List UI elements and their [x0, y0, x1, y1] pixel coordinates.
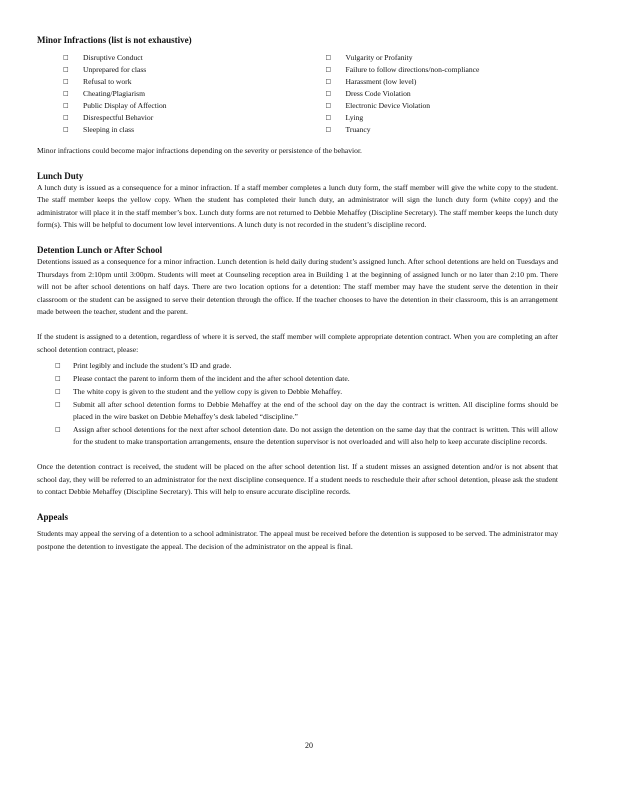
list-item: [326, 100, 559, 112]
list-item: [63, 100, 296, 112]
list-item: [63, 124, 296, 136]
square-bullet-icon: □: [55, 401, 61, 409]
list-item-text: Dress Code Violation: [345, 89, 411, 98]
list-item-text: Vulgarity or Profanity: [345, 53, 413, 62]
detention-intro: If the student is assigned to a detention, regardless of where it is served, the staff member will complete appropriate detention contract. When you are completing an after school detention contract, please:: [37, 331, 558, 354]
detention-step: [55, 386, 558, 398]
list-item: [63, 52, 296, 64]
square-bullet-icon: □: [325, 126, 332, 133]
square-bullet-icon: □: [63, 54, 69, 61]
detention-step: [55, 399, 558, 423]
square-bullet-icon: □: [63, 78, 69, 85]
list-item-text: Unprepared for class: [83, 65, 147, 74]
detention-step: [55, 373, 558, 385]
list-item: [326, 76, 559, 88]
list-item-text: Truancy: [345, 125, 371, 134]
list-item: [326, 64, 559, 76]
page-number: 20: [305, 741, 313, 750]
list-item-text: The white copy is given to the student and the yellow copy is given to Debbie Mehaffey.: [73, 387, 343, 397]
list-item: [326, 88, 559, 100]
square-bullet-icon: □: [55, 426, 61, 434]
square-bullet-icon: □: [325, 66, 332, 73]
square-bullet-icon: □: [63, 102, 69, 109]
appeals-heading: Appeals: [37, 511, 69, 522]
list-item: [63, 112, 296, 124]
list-item-text: Disrespectful Behavior: [83, 113, 154, 122]
square-bullet-icon: □: [55, 388, 61, 396]
list-item-text: Lying: [345, 113, 364, 122]
list-item-text: Cheating/Plagiarism: [83, 89, 146, 98]
detention-closing: Once the detention contract is received, the student will be placed on the after school detention list. If a student misses an assigned detention and/or is not absent that school day, they will be referred to an administrator for the next discipline consequence. If a student needs to reschedule their after school detention, please ask the student to contact Debbie Mehaffey (Discipline Secretary). This will help to ensure accurate discipline records.: [37, 462, 558, 497]
square-bullet-icon: □: [63, 66, 69, 73]
appeals-text: Students may appeal the serving of a detention to a school administrator. The appeal must be received before the detention is supposed to be served. The administrator may postpone the detention to investigate the appeal. The decision of the administrator on the appeal is final.: [37, 528, 558, 551]
detention-steps-list: [55, 360, 558, 448]
square-bullet-icon: □: [325, 54, 332, 61]
list-item: [63, 88, 296, 100]
list-item: [326, 52, 559, 64]
minor-infractions-note: Minor infractions could become major infractions depending on the severity or persistence of the behavior.: [37, 146, 362, 155]
square-bullet-icon: □: [325, 114, 332, 121]
list-item: [326, 124, 559, 136]
list-item-text: Refusal to work: [83, 77, 132, 86]
list-item: [326, 112, 559, 124]
square-bullet-icon: □: [325, 102, 332, 109]
list-item-text: Public Display of Affection: [83, 101, 167, 110]
list-item-text: Assign after school detentions for the next after school detention date. Do not assign the detention on the same day that the contract is written. This will allow for the student to make transportation arrangements, ensure the detention supervisor is not overloaded and will also help to keep accurate discipline records.: [73, 425, 558, 447]
list-item: [63, 76, 296, 88]
list-item-text: Electronic Device Violation: [345, 101, 431, 110]
lunch-duty-heading: Lunch Duty: [37, 170, 84, 181]
square-bullet-icon: □: [63, 90, 69, 97]
detention-text: Detentions issued as a consequence for a minor infraction. Lunch detention is held daily during student’s assigned lunch. After school detentions are held on Tuesdays and Thursdays from 2:10pm until 3:00pm. Students will meet at Counseling reception area in Building 1 at the beginning of assigned lunch or no later than 2:10 pm. There will not be after school detentions on half days. There are two location options for a detention: The staff member may have the student serve the detention in their classroom or the student can be assigned to serve their detention through the office. If the teacher chooses to have the detention in their classroom, this is an arrangement made between the teacher, student and the parent.: [37, 256, 558, 317]
list-item: [63, 64, 296, 76]
infractions-right-column: [326, 52, 559, 136]
detention-step: [55, 424, 558, 448]
square-bullet-icon: □: [325, 90, 332, 97]
list-item-text: Harassment (low level): [345, 77, 417, 86]
infractions-list: [63, 52, 558, 136]
list-item-text: Failure to follow directions/non-compliance: [345, 65, 480, 74]
square-bullet-icon: □: [63, 126, 69, 133]
list-item-text: Sleeping in class: [83, 125, 135, 134]
square-bullet-icon: □: [55, 375, 61, 383]
square-bullet-icon: □: [63, 114, 69, 121]
list-item-text: Please contact the parent to inform them of the incident and the after school detention date.: [73, 374, 350, 384]
detention-heading: Detention Lunch or After School: [37, 244, 163, 255]
list-item-text: Print legibly and include the student’s ID and grade.: [73, 361, 232, 371]
lunch-duty-text: A lunch duty is issued as a consequence for a minor infraction. If a staff member completes a lunch duty form, the staff member will give the white copy to the student. The staff member keeps the yellow copy. When the student has completed their lunch duty, an administrator will sign the lunch duty form (white copy) and the administrator will place it in the staff member’s box. Lunch duty forms are not returned to Debbie Mehaffey (Discipline Secretary). The staff member keeps the lunch duty form(s). This will be helpful to document low level interventions. A lunch duty is not recorded in the student’s discipline record.: [37, 182, 558, 230]
list-item-text: Submit all after school detention forms to Debbie Mehaffey at the end of the school day on the day the contract is written. All discipline forms should be placed in the wire basket on Debbie Mehaffey’s desk labeled “discipline.”: [73, 400, 558, 422]
detention-step: [55, 360, 558, 372]
square-bullet-icon: □: [55, 362, 61, 370]
infractions-left-column: [63, 52, 296, 136]
square-bullet-icon: □: [325, 78, 332, 85]
list-item-text: Disruptive Conduct: [83, 53, 143, 62]
minor-infractions-heading: Minor Infractions (list is not exhaustive): [37, 35, 192, 45]
